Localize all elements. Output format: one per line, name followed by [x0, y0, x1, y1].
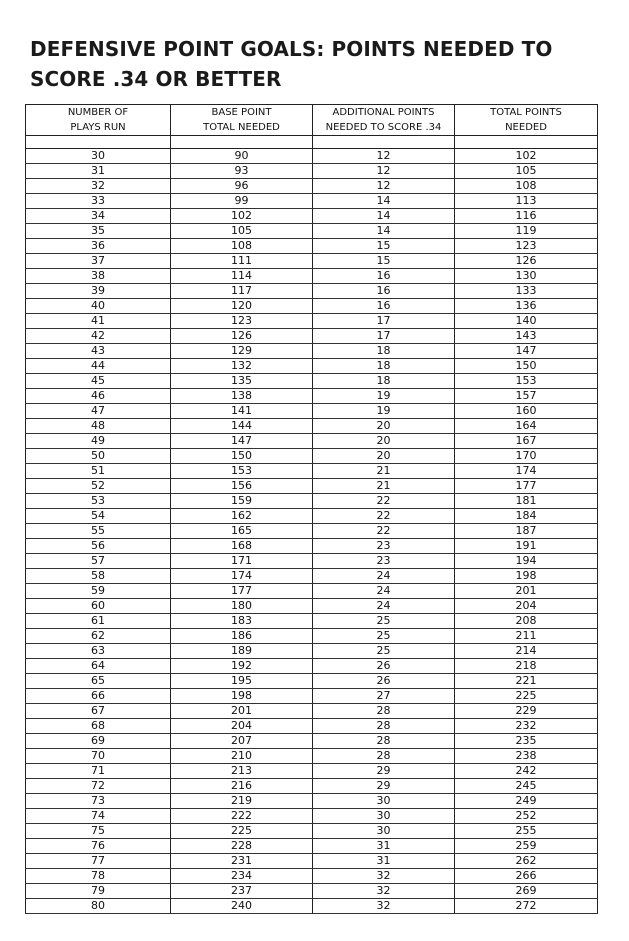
- cell-additional-points: 32: [313, 869, 455, 884]
- cell-plays-run: 55: [26, 524, 171, 539]
- cell-base-point-total: 195: [171, 674, 313, 689]
- cell-additional-points: 14: [313, 224, 455, 239]
- cell-additional-points: 15: [313, 239, 455, 254]
- header-base-point-total: [171, 105, 313, 136]
- cell-base-point-total: 222: [171, 809, 313, 824]
- cell-plays-run: 39: [26, 284, 171, 299]
- cell-total-points: 191: [455, 539, 598, 554]
- cell-plays-run: 50: [26, 449, 171, 464]
- cell-base-point-total: 90: [171, 149, 313, 164]
- cell-additional-points: 16: [313, 299, 455, 314]
- cell-total-points: 211: [455, 629, 598, 644]
- table-row: [26, 239, 598, 254]
- cell-total-points: 194: [455, 554, 598, 569]
- cell-plays-run: 79: [26, 884, 171, 899]
- table-row: [26, 659, 598, 674]
- header-plays-run-line-1: NUMBER OF: [67, 107, 129, 118]
- cell-base-point-total: 240: [171, 899, 313, 914]
- table-row: [26, 569, 598, 584]
- cell-additional-points: 14: [313, 209, 455, 224]
- cell-base-point-total: 183: [171, 614, 313, 629]
- cell-base-point-total: 111: [171, 254, 313, 269]
- cell-plays-run: 43: [26, 344, 171, 359]
- cell-plays-run: 72: [26, 779, 171, 794]
- cell-additional-points: 18: [313, 359, 455, 374]
- spacer-cell: [26, 136, 171, 149]
- cell-base-point-total: 102: [171, 209, 313, 224]
- cell-total-points: 259: [455, 839, 598, 854]
- cell-total-points: 160: [455, 404, 598, 419]
- table-row: [26, 599, 598, 614]
- cell-plays-run: 31: [26, 164, 171, 179]
- table-row: [26, 224, 598, 239]
- cell-base-point-total: 180: [171, 599, 313, 614]
- cell-base-point-total: 192: [171, 659, 313, 674]
- table-row: [26, 164, 598, 179]
- cell-base-point-total: 132: [171, 359, 313, 374]
- cell-total-points: 153: [455, 374, 598, 389]
- cell-base-point-total: 120: [171, 299, 313, 314]
- cell-plays-run: 76: [26, 839, 171, 854]
- cell-plays-run: 46: [26, 389, 171, 404]
- cell-total-points: 229: [455, 704, 598, 719]
- cell-total-points: 177: [455, 479, 598, 494]
- cell-additional-points: 12: [313, 149, 455, 164]
- table-row: [26, 524, 598, 539]
- cell-total-points: 272: [455, 899, 598, 914]
- table-row: [26, 614, 598, 629]
- cell-base-point-total: 153: [171, 464, 313, 479]
- table-row: [26, 254, 598, 269]
- table-row: [26, 689, 598, 704]
- cell-total-points: 123: [455, 239, 598, 254]
- cell-base-point-total: 198: [171, 689, 313, 704]
- cell-total-points: 249: [455, 794, 598, 809]
- cell-total-points: 105: [455, 164, 598, 179]
- cell-plays-run: 35: [26, 224, 171, 239]
- cell-base-point-total: 207: [171, 734, 313, 749]
- cell-total-points: 218: [455, 659, 598, 674]
- header-plays-run: [26, 105, 171, 136]
- cell-total-points: 187: [455, 524, 598, 539]
- table-row: [26, 464, 598, 479]
- table-row: [26, 674, 598, 689]
- header-total-points-line-2: NEEDED: [505, 122, 547, 133]
- cell-total-points: 157: [455, 389, 598, 404]
- cell-total-points: 133: [455, 284, 598, 299]
- cell-base-point-total: 225: [171, 824, 313, 839]
- cell-additional-points: 29: [313, 779, 455, 794]
- cell-plays-run: 71: [26, 764, 171, 779]
- cell-additional-points: 24: [313, 569, 455, 584]
- cell-additional-points: 30: [313, 809, 455, 824]
- cell-base-point-total: 186: [171, 629, 313, 644]
- cell-additional-points: 32: [313, 899, 455, 914]
- table-row: [26, 899, 598, 914]
- cell-plays-run: 69: [26, 734, 171, 749]
- cell-additional-points: 12: [313, 179, 455, 194]
- cell-plays-run: 54: [26, 509, 171, 524]
- cell-plays-run: 77: [26, 854, 171, 869]
- table-row: [26, 644, 598, 659]
- table-row: [26, 419, 598, 434]
- cell-base-point-total: 117: [171, 284, 313, 299]
- cell-base-point-total: 93: [171, 164, 313, 179]
- header-total-points: [455, 105, 598, 136]
- cell-plays-run: 68: [26, 719, 171, 734]
- cell-base-point-total: 234: [171, 869, 313, 884]
- cell-total-points: 225: [455, 689, 598, 704]
- cell-base-point-total: 168: [171, 539, 313, 554]
- cell-total-points: 113: [455, 194, 598, 209]
- cell-plays-run: 30: [26, 149, 171, 164]
- cell-additional-points: 25: [313, 614, 455, 629]
- cell-additional-points: 16: [313, 284, 455, 299]
- cell-plays-run: 44: [26, 359, 171, 374]
- cell-base-point-total: 201: [171, 704, 313, 719]
- table-row: [26, 539, 598, 554]
- table-row: [26, 314, 598, 329]
- cell-additional-points: 25: [313, 629, 455, 644]
- table-row: [26, 884, 598, 899]
- cell-additional-points: 28: [313, 704, 455, 719]
- cell-plays-run: 37: [26, 254, 171, 269]
- cell-plays-run: 33: [26, 194, 171, 209]
- cell-additional-points: 19: [313, 404, 455, 419]
- cell-plays-run: 36: [26, 239, 171, 254]
- cell-base-point-total: 228: [171, 839, 313, 854]
- cell-base-point-total: 219: [171, 794, 313, 809]
- page-title-line-1: DEFENSIVE POINT GOALS: POINTS NEEDED TO: [30, 37, 553, 61]
- cell-plays-run: 51: [26, 464, 171, 479]
- cell-plays-run: 42: [26, 329, 171, 344]
- cell-additional-points: 18: [313, 344, 455, 359]
- cell-additional-points: 31: [313, 854, 455, 869]
- cell-total-points: 164: [455, 419, 598, 434]
- cell-base-point-total: 99: [171, 194, 313, 209]
- table-row: [26, 734, 598, 749]
- cell-total-points: 181: [455, 494, 598, 509]
- cell-total-points: 232: [455, 719, 598, 734]
- cell-plays-run: 80: [26, 899, 171, 914]
- cell-additional-points: 29: [313, 764, 455, 779]
- cell-plays-run: 32: [26, 179, 171, 194]
- cell-total-points: 238: [455, 749, 598, 764]
- table-row: [26, 584, 598, 599]
- table-row: [26, 194, 598, 209]
- cell-plays-run: 47: [26, 404, 171, 419]
- cell-additional-points: 14: [313, 194, 455, 209]
- cell-total-points: 170: [455, 449, 598, 464]
- cell-total-points: 235: [455, 734, 598, 749]
- table-row: [26, 344, 598, 359]
- cell-additional-points: 23: [313, 554, 455, 569]
- table-row: [26, 809, 598, 824]
- table-row: [26, 869, 598, 884]
- cell-total-points: 130: [455, 269, 598, 284]
- table-row: [26, 794, 598, 809]
- cell-plays-run: 73: [26, 794, 171, 809]
- table-row: [26, 299, 598, 314]
- cell-additional-points: 20: [313, 434, 455, 449]
- cell-base-point-total: 150: [171, 449, 313, 464]
- table-row: [26, 839, 598, 854]
- cell-plays-run: 61: [26, 614, 171, 629]
- cell-base-point-total: 147: [171, 434, 313, 449]
- cell-base-point-total: 126: [171, 329, 313, 344]
- cell-additional-points: 15: [313, 254, 455, 269]
- table-row: [26, 749, 598, 764]
- cell-base-point-total: 138: [171, 389, 313, 404]
- point-goals-table: [25, 104, 598, 914]
- table-row: [26, 554, 598, 569]
- table-row: [26, 494, 598, 509]
- cell-plays-run: 78: [26, 869, 171, 884]
- cell-base-point-total: 141: [171, 404, 313, 419]
- cell-base-point-total: 171: [171, 554, 313, 569]
- cell-additional-points: 28: [313, 749, 455, 764]
- cell-plays-run: 75: [26, 824, 171, 839]
- cell-total-points: 147: [455, 344, 598, 359]
- cell-additional-points: 27: [313, 689, 455, 704]
- cell-plays-run: 60: [26, 599, 171, 614]
- cell-total-points: 126: [455, 254, 598, 269]
- cell-additional-points: 23: [313, 539, 455, 554]
- cell-total-points: 221: [455, 674, 598, 689]
- table-row: [26, 704, 598, 719]
- cell-plays-run: 64: [26, 659, 171, 674]
- table-row: [26, 449, 598, 464]
- cell-base-point-total: 105: [171, 224, 313, 239]
- header-base-point-total-line-2: TOTAL NEEDED: [203, 122, 280, 133]
- cell-plays-run: 34: [26, 209, 171, 224]
- cell-additional-points: 30: [313, 794, 455, 809]
- cell-base-point-total: 135: [171, 374, 313, 389]
- cell-total-points: 262: [455, 854, 598, 869]
- cell-plays-run: 56: [26, 539, 171, 554]
- cell-base-point-total: 204: [171, 719, 313, 734]
- cell-additional-points: 24: [313, 599, 455, 614]
- cell-plays-run: 48: [26, 419, 171, 434]
- page-title: [30, 34, 610, 94]
- cell-plays-run: 38: [26, 269, 171, 284]
- cell-total-points: 252: [455, 809, 598, 824]
- cell-total-points: 208: [455, 614, 598, 629]
- cell-total-points: 167: [455, 434, 598, 449]
- table-row: [26, 764, 598, 779]
- table-row: [26, 209, 598, 224]
- cell-total-points: 116: [455, 209, 598, 224]
- table-row: [26, 719, 598, 734]
- table-row: [26, 329, 598, 344]
- cell-plays-run: 70: [26, 749, 171, 764]
- table-row: [26, 389, 598, 404]
- cell-base-point-total: 159: [171, 494, 313, 509]
- cell-base-point-total: 231: [171, 854, 313, 869]
- cell-plays-run: 63: [26, 644, 171, 659]
- cell-total-points: 201: [455, 584, 598, 599]
- cell-base-point-total: 165: [171, 524, 313, 539]
- cell-total-points: 198: [455, 569, 598, 584]
- table-row: [26, 824, 598, 839]
- cell-plays-run: 66: [26, 689, 171, 704]
- table-row: [26, 434, 598, 449]
- cell-plays-run: 45: [26, 374, 171, 389]
- cell-plays-run: 58: [26, 569, 171, 584]
- cell-base-point-total: 96: [171, 179, 313, 194]
- table-row: [26, 149, 598, 164]
- cell-additional-points: 17: [313, 314, 455, 329]
- table-row: [26, 284, 598, 299]
- spacer-cell: [455, 136, 598, 149]
- cell-additional-points: 25: [313, 644, 455, 659]
- cell-base-point-total: 108: [171, 239, 313, 254]
- header-base-point-total-line-1: BASE POINT: [211, 107, 272, 118]
- table-body: [26, 149, 598, 914]
- cell-plays-run: 74: [26, 809, 171, 824]
- cell-additional-points: 22: [313, 524, 455, 539]
- cell-plays-run: 40: [26, 299, 171, 314]
- cell-base-point-total: 129: [171, 344, 313, 359]
- cell-plays-run: 67: [26, 704, 171, 719]
- header-row: [26, 105, 598, 136]
- cell-additional-points: 18: [313, 374, 455, 389]
- table-row: [26, 374, 598, 389]
- cell-additional-points: 24: [313, 584, 455, 599]
- cell-base-point-total: 213: [171, 764, 313, 779]
- header-additional-points-line-2: NEEDED TO SCORE .34: [325, 122, 442, 133]
- header-additional-points-line-1: ADDITIONAL POINTS: [332, 107, 435, 118]
- table-row: [26, 179, 598, 194]
- cell-additional-points: 21: [313, 479, 455, 494]
- cell-total-points: 242: [455, 764, 598, 779]
- cell-total-points: 119: [455, 224, 598, 239]
- cell-additional-points: 32: [313, 884, 455, 899]
- cell-additional-points: 26: [313, 659, 455, 674]
- cell-total-points: 266: [455, 869, 598, 884]
- cell-additional-points: 17: [313, 329, 455, 344]
- spacer-cell: [313, 136, 455, 149]
- cell-total-points: 150: [455, 359, 598, 374]
- cell-total-points: 143: [455, 329, 598, 344]
- header-spacer-row: [26, 136, 598, 149]
- page-title-line-2: SCORE .34 OR BETTER: [30, 67, 282, 91]
- cell-additional-points: 22: [313, 494, 455, 509]
- cell-total-points: 174: [455, 464, 598, 479]
- cell-base-point-total: 156: [171, 479, 313, 494]
- table-row: [26, 779, 598, 794]
- cell-total-points: 108: [455, 179, 598, 194]
- cell-plays-run: 59: [26, 584, 171, 599]
- table-header: [26, 105, 598, 149]
- cell-total-points: 245: [455, 779, 598, 794]
- cell-plays-run: 53: [26, 494, 171, 509]
- cell-base-point-total: 189: [171, 644, 313, 659]
- cell-base-point-total: 210: [171, 749, 313, 764]
- cell-base-point-total: 114: [171, 269, 313, 284]
- cell-total-points: 255: [455, 824, 598, 839]
- cell-additional-points: 20: [313, 419, 455, 434]
- cell-total-points: 184: [455, 509, 598, 524]
- cell-total-points: 102: [455, 149, 598, 164]
- cell-additional-points: 30: [313, 824, 455, 839]
- cell-base-point-total: 123: [171, 314, 313, 329]
- cell-plays-run: 57: [26, 554, 171, 569]
- cell-additional-points: 28: [313, 734, 455, 749]
- cell-additional-points: 31: [313, 839, 455, 854]
- cell-additional-points: 26: [313, 674, 455, 689]
- cell-additional-points: 16: [313, 269, 455, 284]
- table-row: [26, 359, 598, 374]
- cell-plays-run: 65: [26, 674, 171, 689]
- cell-base-point-total: 216: [171, 779, 313, 794]
- table-row: [26, 479, 598, 494]
- cell-base-point-total: 162: [171, 509, 313, 524]
- cell-additional-points: 22: [313, 509, 455, 524]
- cell-base-point-total: 177: [171, 584, 313, 599]
- header-total-points-line-1: TOTAL POINTS: [490, 107, 562, 118]
- cell-total-points: 140: [455, 314, 598, 329]
- cell-plays-run: 49: [26, 434, 171, 449]
- cell-total-points: 204: [455, 599, 598, 614]
- cell-base-point-total: 174: [171, 569, 313, 584]
- cell-total-points: 269: [455, 884, 598, 899]
- cell-base-point-total: 144: [171, 419, 313, 434]
- table-row: [26, 404, 598, 419]
- cell-base-point-total: 237: [171, 884, 313, 899]
- table-row: [26, 269, 598, 284]
- cell-plays-run: 62: [26, 629, 171, 644]
- cell-total-points: 136: [455, 299, 598, 314]
- table-row: [26, 629, 598, 644]
- header-additional-points: [313, 105, 455, 136]
- cell-additional-points: 19: [313, 389, 455, 404]
- cell-plays-run: 41: [26, 314, 171, 329]
- cell-total-points: 214: [455, 644, 598, 659]
- cell-additional-points: 12: [313, 164, 455, 179]
- header-plays-run-line-2: PLAYS RUN: [70, 122, 126, 133]
- cell-plays-run: 52: [26, 479, 171, 494]
- table-row: [26, 509, 598, 524]
- cell-additional-points: 28: [313, 719, 455, 734]
- spacer-cell: [171, 136, 313, 149]
- cell-additional-points: 20: [313, 449, 455, 464]
- table-row: [26, 854, 598, 869]
- cell-additional-points: 21: [313, 464, 455, 479]
